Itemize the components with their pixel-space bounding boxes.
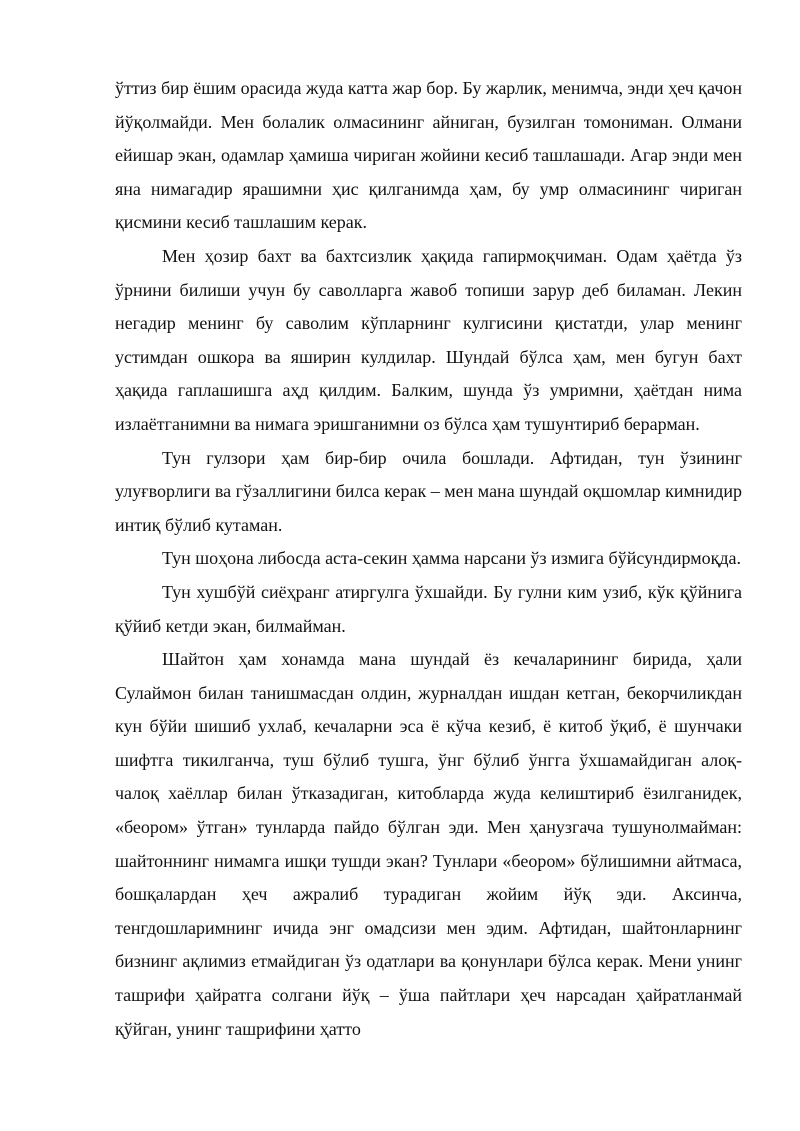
paragraph-5: Тун хушбўй сиёҳранг атиргулга ўхшайди. Бу гулни ким узиб, кўк қўйнига қўйиб кетди экан, билмайман. <box>115 581 742 636</box>
paragraph-4: Тун шоҳона либосда аста-секин ҳамма нарсани ўз измига бўйсундирмоқда. <box>162 548 742 569</box>
paragraph-2: Мен ҳозир бахт ва бахтсизлик ҳақида гапирмоқчиман. Одам ҳаётда ўз ўрнини билиши учун бу саволларга жавоб топиши зарур деб биламан. Лекин негадир менинг бу саволим кўпларнинг кулгисини қистатди, улар менинг устимдан ошкора ва яширин кулдилар. Шундай бўлса ҳам, мен бугун бахт ҳақида гаплашишга аҳд қилдим. Балким, шунда ўз умримни, ҳаётдан нима излаётганимни ва нимага эришганимни оз бўлса ҳам тушунтириб берарман. <box>115 245 742 434</box>
paragraph-3: Тун гулзори ҳам бир-бир очила бошлади. Афтидан, тун ўзининг улуғворлиги ва гўзаллигини билса керак – мен мана шундай оқшомлар кимнидир интиқ бўлиб кутаман. <box>115 447 742 535</box>
paragraph-1: ўттиз бир ёшим орасида жуда катта жар бор. Бу жарлик, менимча, энди ҳеч қачон йўқолмайди. Мен болалик олмасининг айниган, бузилган томониман. Олмани ейишар экан, одамлар ҳамиша чириган жойини кесиб ташлашади. Агар энди мен яна нимагадир ярашимни ҳис қилганимда ҳам, бу умр олмасининг чириган қисмини кесиб ташлашим керак. <box>115 78 742 233</box>
paragraph-6: Шайтон ҳам хонамда мана шундай ёз кечаларининг бирида, ҳали Сулаймон билан танишмасдан олдин, журналдан ишдан кетган, бекорчиликдан кун бўйи шишиб ухлаб, кечаларни эса ё кўча кезиб, ё китоб ўқиб, ё шунчаки шифтга тикилганча, туш бўлиб тушга, ўнг бўлиб ўнгга ўхшамайдиган алоқ-чалоқ хаёллар билан ўтказадиган, китобларда жуда келиштириб ёзилганидек, «беором» ўтган» тунларда пайдо бўлган эди. Мен ҳанузгача тушунолмайман: шайтоннинг нимамга ишқи тушди экан? Тунлари «беором» бўлишимни айтмаса, бошқалардан ҳеч ажралиб турадиган жойим йўқ эди. Аксинча, тенгдошларимнинг ичида энг омадсизи мен эдим. Афтидан, шайтонларнинг бизнинг ақлимиз етмайдиган ўз одатлари ва қонунлари бўлса керак. Мени унинг ташрифи ҳайратга солгани йўқ – ўша пайтлари ҳеч нарсадан ҳайратланмай қўйган, унинг ташрифини ҳатто <box>115 649 742 1039</box>
document-page <box>115 72 742 1046</box>
